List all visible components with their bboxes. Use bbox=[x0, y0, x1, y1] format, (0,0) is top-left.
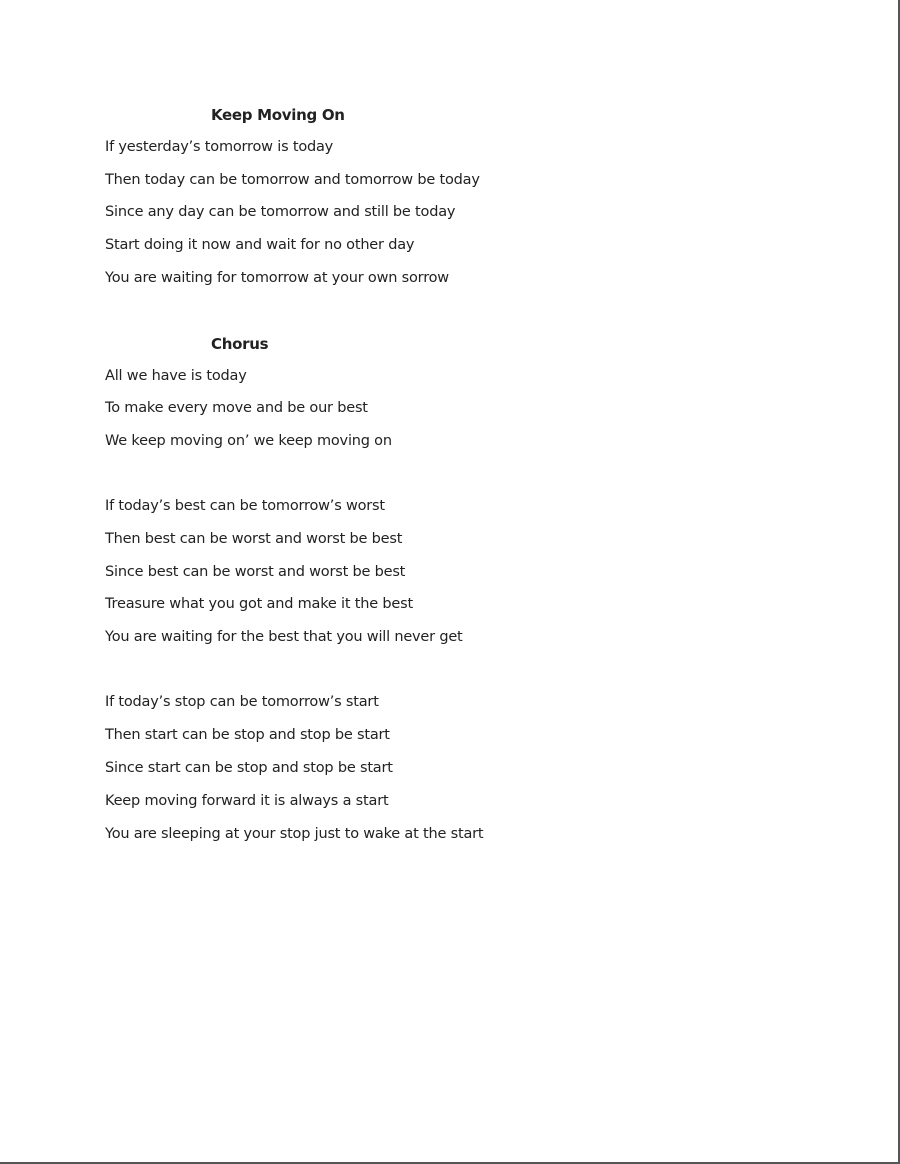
lyric-line: All we have is today bbox=[105, 368, 247, 384]
lyric-line: You are waiting for tomorrow at your own sorrow bbox=[105, 270, 449, 286]
lyric-line: Since best can be worst and worst be best bbox=[105, 564, 406, 580]
lyric-line: Since any day can be tomorrow and still be today bbox=[105, 204, 456, 220]
lyric-line: If today’s stop can be tomorrow’s start bbox=[105, 694, 379, 710]
chorus-heading: Chorus bbox=[211, 335, 269, 353]
lyric-line: Keep moving forward it is always a start bbox=[105, 793, 389, 809]
lyric-line: If yesterday’s tomorrow is today bbox=[105, 139, 334, 155]
song-title: Keep Moving On bbox=[211, 106, 345, 124]
lyric-line: You are sleeping at your stop just to wake at the start bbox=[105, 826, 484, 842]
lyric-line: Since start can be stop and stop be start bbox=[105, 760, 393, 776]
lyric-line: Then best can be worst and worst be best bbox=[105, 531, 403, 547]
lyric-line: To make every move and be our best bbox=[105, 400, 368, 416]
lyric-line: We keep moving on’ we keep moving on bbox=[105, 433, 392, 449]
lyric-line: Start doing it now and wait for no other day bbox=[105, 237, 415, 253]
lyric-line: Then start can be stop and stop be start bbox=[105, 727, 390, 743]
lyric-line: Then today can be tomorrow and tomorrow be today bbox=[105, 172, 480, 188]
lyric-line: Treasure what you got and make it the best bbox=[105, 596, 413, 612]
lyric-line: If today’s best can be tomorrow’s worst bbox=[105, 498, 385, 514]
lyric-line: You are waiting for the best that you will never get bbox=[105, 629, 463, 645]
